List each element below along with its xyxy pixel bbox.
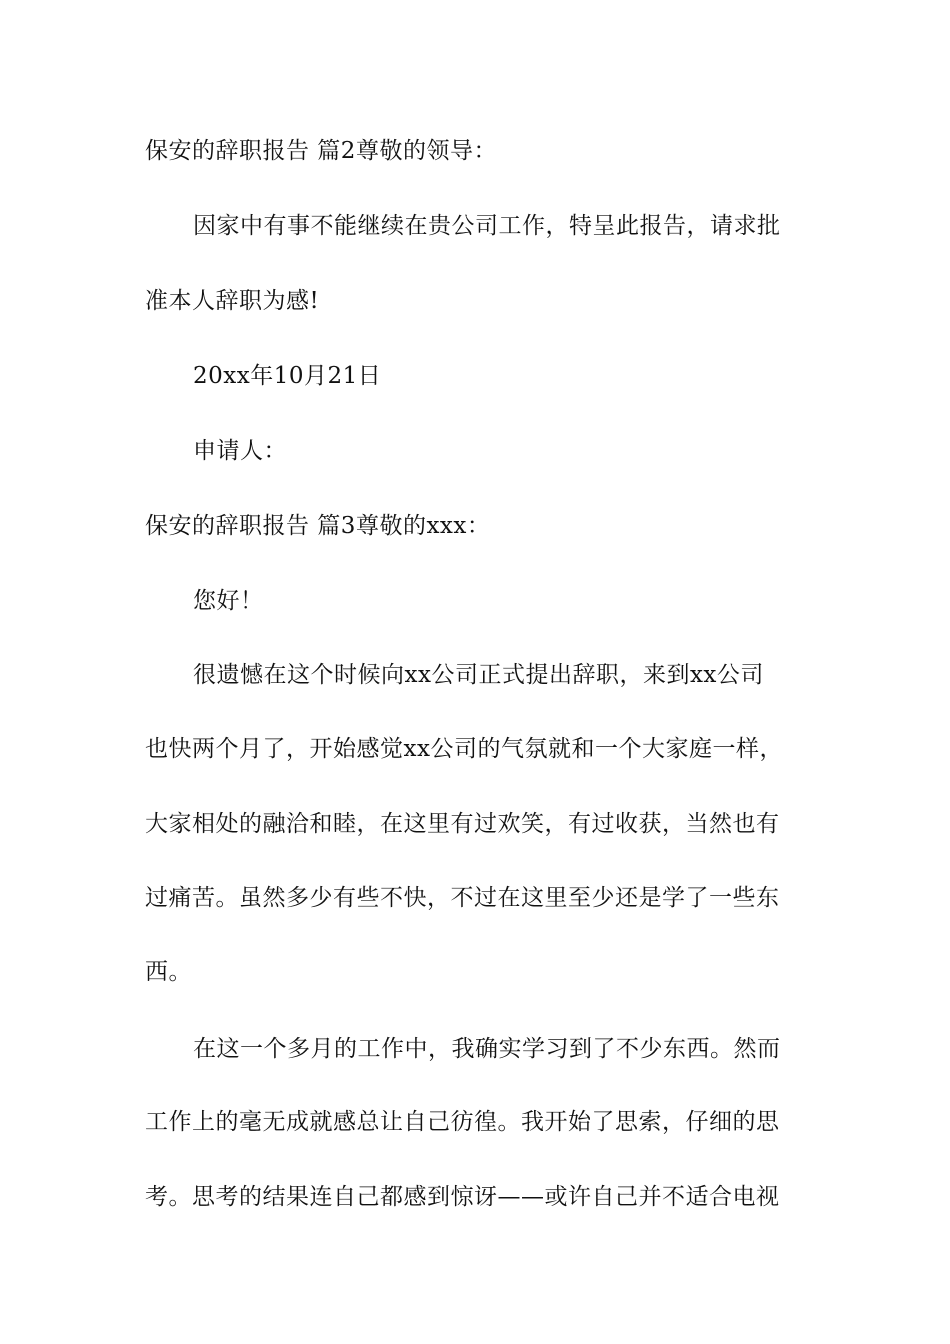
applicant-line: 申请人：	[193, 438, 287, 464]
paragraph-line: 很遗憾在这个时候向xx公司正式提出辞职，来到xx公司	[193, 662, 764, 688]
paragraph-line: 因家中有事不能继续在贵公司工作，特呈此报告，请求批	[193, 213, 781, 239]
paragraph-line: 考。思考的结果连自己都感到惊讶——或许自己并不适合电视	[145, 1184, 780, 1210]
greeting-line: 您好！	[193, 588, 264, 614]
paragraph-line: 也快两个月了，开始感觉xx公司的气氛就和一个大家庭一样，	[145, 736, 783, 762]
paragraph-line: 过痛苦。虽然多少有些不快，不过在这里至少还是学了一些东	[145, 885, 780, 911]
heading-line: 保安的辞职报告 篇3尊敬的xxx：	[145, 513, 491, 539]
paragraph-line: 工作上的毫无成就感总让自己彷徨。我开始了思索，仔细的思	[145, 1109, 780, 1135]
paragraph-line: 在这一个多月的工作中，我确实学习到了不少东西。然而	[193, 1036, 781, 1062]
paragraph-line: 西。	[145, 959, 192, 985]
date-line: 20xx年10月21日	[193, 363, 382, 389]
paragraph-line: 准本人辞职为感!	[145, 288, 320, 314]
heading-line: 保安的辞职报告 篇2尊敬的领导：	[145, 138, 497, 164]
paragraph-line: 大家相处的融洽和睦，在这里有过欢笑，有过收获，当然也有	[145, 811, 780, 837]
